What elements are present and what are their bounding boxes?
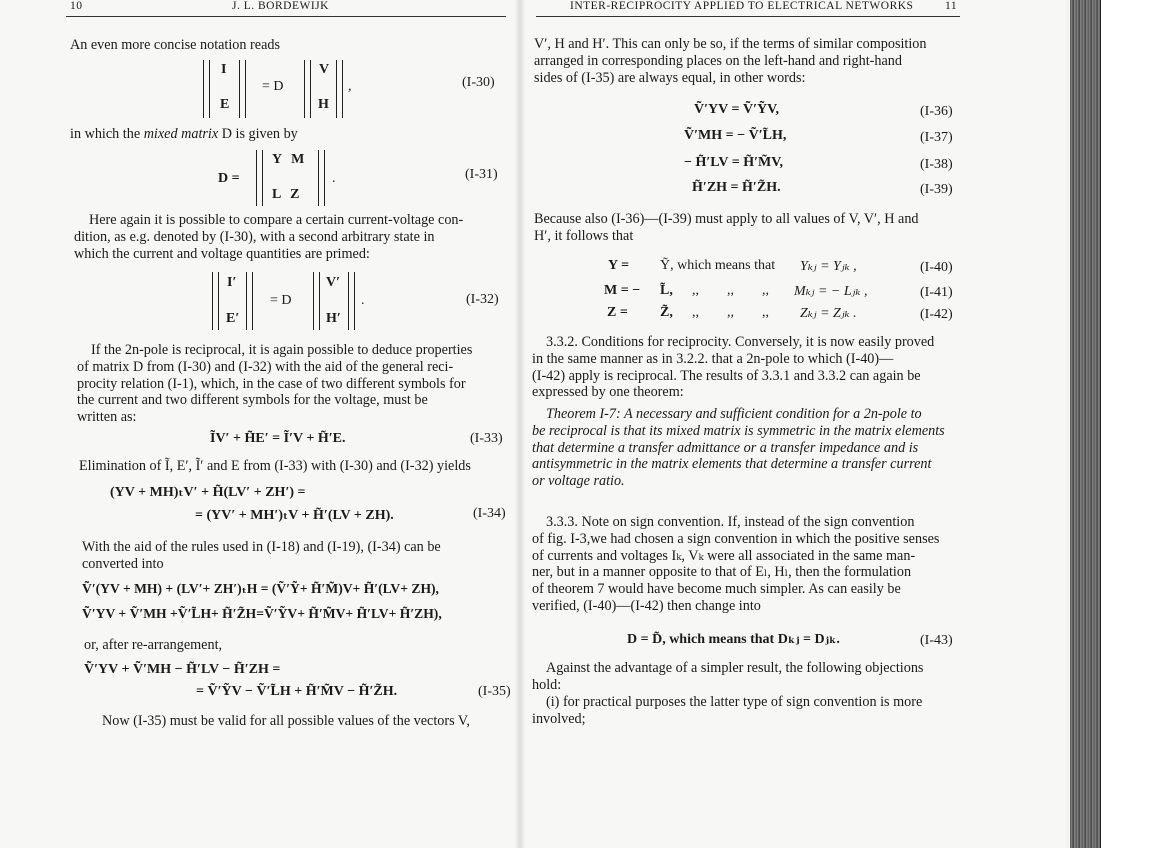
paragraph-mixed-matrix: in which the mixed matrix D is given by xyxy=(70,126,298,142)
matrix-bar xyxy=(239,60,246,118)
equation-punctuation: , xyxy=(348,79,352,94)
equation-number: (I-36) xyxy=(920,104,953,119)
header-rule-right xyxy=(536,16,960,17)
paragraph-valid-for-all: Now (I-35) must be valid for all possible values of the vectors V, xyxy=(102,713,470,729)
equation-I-34-line1: (YV + MH)ₜV′ + H̃(LV′ + ZH′) = xyxy=(110,485,306,500)
matrix-bar xyxy=(203,60,210,118)
equation-rhs: Z̃, xyxy=(660,305,673,320)
matrix-cell: E xyxy=(220,97,230,112)
page-number-right: 11 xyxy=(945,0,958,12)
theorem-I-7: Theorem I-7: A necessary and sufficient condition for a 2n-pole to be reciprocal is that its mixed matrix is symmetric in the matrix elements that determine a transfer admittance or a transfer impedance and is antisymmetric in the matrix elements that determine a transfer current or voltage ratio. xyxy=(532,406,945,490)
equation-operator: = D xyxy=(270,293,292,308)
matrix-bar xyxy=(304,60,311,118)
ditto-marks: ,, ,, ,, xyxy=(692,305,769,320)
scan-margin xyxy=(1100,0,1170,848)
running-head-title: INTER-RECIPROCITY APPLIED TO ELECTRICAL NETWORKS xyxy=(570,0,914,12)
matrix-row: L Z xyxy=(272,187,300,202)
paragraph-terms-equal: V′, H and H′. This can only be so, if the terms of similar composition arranged in corresponding places on the left-hand and right-hand sides of (I-35) are always equal, in other words: xyxy=(534,36,927,86)
equation-relation: Zₖⱼ = Zⱼₖ . xyxy=(800,306,857,321)
equation-number: (I-41) xyxy=(920,285,953,300)
equation-I-35-line1: Ṽ′YV + Ṽ′MH − H̃′LV − H̃′ZH = xyxy=(84,662,281,677)
equation-rhs: Ỹ, which means that xyxy=(660,258,776,273)
equation-lhs: Z = xyxy=(607,305,628,320)
header-rule-left xyxy=(66,16,506,17)
equation-number: (I-37) xyxy=(920,130,953,145)
equation-I-43: D = D̃, which means that Dₖⱼ = Dⱼₖ. xyxy=(627,632,840,647)
equation-number: (I-42) xyxy=(920,307,953,322)
equation-I-34-line2: = (YV′ + MH′)ₜV + H̃′(LV + ZH). xyxy=(195,508,394,523)
equation-lhs: Y = xyxy=(608,258,630,273)
paragraph-compare-states: Here again it is possible to compare a certain current-voltage con- dition, as e.g. denoted by (I-30), with a second arbitrary state in which the current and voltage quantities are primed: xyxy=(74,212,464,262)
equation-I-39: H̃′ZH = H̃′Z̃H. xyxy=(692,180,781,195)
paragraph-objection-i: (i) for practical purposes the latter type of sign convention is more involved; xyxy=(532,694,923,727)
equation-I-38: − H̃′LV = H̃′M̃V, xyxy=(684,155,784,170)
book-gutter xyxy=(514,0,526,848)
ditto-marks: ,, ,, ,, xyxy=(692,283,769,298)
matrix-cell: H′ xyxy=(326,311,341,326)
paragraph-elimination: Elimination of Ĩ, E′, Ĩ′ and E from (I-33) with (I-30) and (I-32) yields xyxy=(79,458,471,474)
running-head-author: J. L. BORDEWIJK xyxy=(232,0,329,12)
equation-punctuation: . xyxy=(361,293,365,308)
matrix-bar xyxy=(336,60,343,118)
paragraph-rules: With the aid of the rules used in (I-18) and (I-19), (I-34) can be converted into xyxy=(82,539,441,572)
matrix-bar xyxy=(318,150,325,206)
matrix-bar xyxy=(313,272,320,330)
equation-rhs: L̃, xyxy=(660,283,673,298)
matrix-bar xyxy=(348,272,355,330)
equation-relation: Mₖⱼ = − Lⱼₖ , xyxy=(794,284,868,299)
equation-number: (I-33) xyxy=(470,431,503,446)
paragraph-concise-notation: An even more concise notation reads xyxy=(70,37,280,53)
equation-relation: Yₖⱼ = Yⱼₖ , xyxy=(800,259,857,274)
equation-converted-line2: Ṽ′YV + Ṽ′MH +Ṽ′L̃H+ H̃′Z̃H=Ṽ′ỸV+ H̃′M̃V+ H̃′LV+ H̃′ZH), xyxy=(82,606,442,621)
matrix-bar xyxy=(246,272,253,330)
paragraph-reciprocal-2n-pole: If the 2n-pole is reciprocal, it is again possible to deduce properties of matrix D from (I-30) and (I-32) with the aid of the general reci- procity relation (I-1), which, in the case of two different symbols for the current and two different symbols for the voltage, must be written as: xyxy=(77,342,473,426)
equation-number: (I-31) xyxy=(465,167,498,182)
matrix-cell: E′ xyxy=(226,311,240,326)
equation-lhs: M = − xyxy=(604,283,641,298)
paragraph-conditions-reciprocity: 3.3.2. Conditions for reciprocity. Conversely, it is now easily proved in the same manner as in 3.2.2. that a 2n-pole to which (I-40)— (I-42) apply is reciprocal. The results of 3.3.1 and 3.3.2 can again be expressed by one theorem: xyxy=(532,334,935,401)
paragraph-objections: Against the advantage of a simpler result, the following objections hold: xyxy=(532,660,924,693)
equation-number: (I-34) xyxy=(473,506,506,521)
equation-number: (I-40) xyxy=(920,260,953,275)
page-edge xyxy=(1070,0,1100,848)
matrix-cell: I′ xyxy=(227,275,237,290)
equation-I-36: Ṽ′YV = Ṽ′ỸV, xyxy=(694,102,779,117)
matrix-bar xyxy=(256,150,263,206)
paragraph-because-also: Because also (I-36)—(I-39) must apply to all values of V, V′, H and H′, it follows that xyxy=(534,211,919,244)
equation-number: (I-43) xyxy=(920,633,953,648)
equation-I-35-line2: = Ṽ′ỸV − Ṽ′L̃H + H̃′M̃V − H̃′Z̃H. xyxy=(196,684,398,699)
equation-number: (I-39) xyxy=(920,182,953,197)
equation-number: (I-32) xyxy=(466,292,499,307)
matrix-bar xyxy=(212,272,219,330)
equation-lhs: D = xyxy=(218,171,240,186)
matrix-cell: H xyxy=(318,97,329,112)
paragraph-sign-convention: 3.3.3. Note on sign convention. If, instead of the sign convention of fig. I-3,we had chosen a sign convention in which the positive senses of currents and voltages Iₖ, Vₖ were all associated in the same man- ner, but in a manner opposite to that of Eₗ, Hₗ, then the formulation of theorem 7 would have become much simpler. As can easily be verified, (I-40)—(I-42) then change into xyxy=(532,514,940,614)
matrix-cell: V xyxy=(319,62,330,77)
equation-number: (I-38) xyxy=(920,157,953,172)
equation-number: (I-30) xyxy=(462,75,495,90)
equation-I-37: Ṽ′MH = − Ṽ′L̃H, xyxy=(684,128,787,143)
page-number-left: 10 xyxy=(70,0,83,12)
equation-operator: = D xyxy=(262,79,284,94)
matrix-row: Y M xyxy=(272,152,305,167)
matrix-cell: I xyxy=(221,62,227,77)
equation-I-33: ĨV′ + H̃E′ = Ĩ′V + H̃′E. xyxy=(210,431,346,446)
equation-number: (I-35) xyxy=(478,684,511,699)
equation-converted-line1: Ṽ′(YV + MH) + (LV′+ ZH′)ₜH = (Ṽ′Ỹ+ H̃′M̃)V+ H̃′(LV+ ZH), xyxy=(82,581,439,596)
equation-punctuation: . xyxy=(332,171,336,186)
matrix-cell: V′ xyxy=(326,275,341,290)
paragraph-rearrangement: or, after re-arrangement, xyxy=(84,637,223,653)
